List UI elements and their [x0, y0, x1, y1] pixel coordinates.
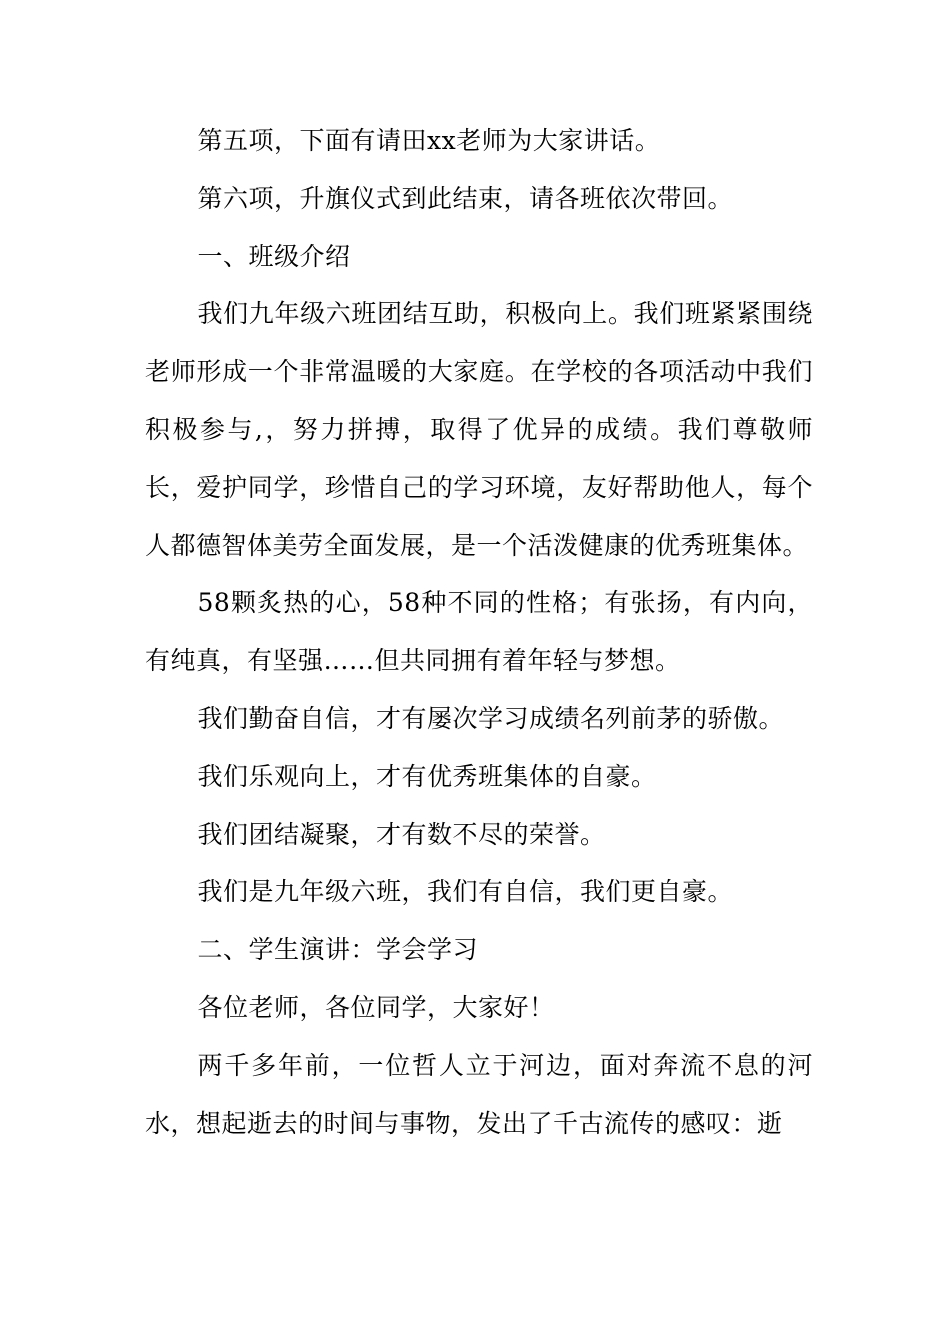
paragraph-item-6: 第六项，升旗仪式到此结束，请各班依次带回。	[197, 183, 734, 213]
paragraph-greeting: 各位老师，各位同学，大家好！	[197, 992, 555, 1022]
document-body	[145, 112, 813, 1152]
paragraph-philosopher: 两千多年前，一位哲人立于河边，面对奔流不息的河水，想起逝去的时间与事物，发出了千古流传的感叹：逝	[145, 1050, 813, 1138]
section-heading-class-intro: 一、班级介绍	[197, 241, 351, 271]
paragraph-united: 我们团结凝聚，才有数不尽的荣誉。	[197, 819, 606, 849]
section-heading-student-speech: 二、学生演讲：学会学习	[197, 935, 479, 965]
paragraph-class-description: 我们九年级六班团结互助，积极向上。我们班紧紧围绕老师形成一个非常温暖的大家庭。在学校的各项活动中我们积极参与,，努力拼搏，取得了优异的成绩。我们尊敬师长，爱护同学，珍惜自己的学习环境，友好帮助他人，每个人都德智体美劳全面发展，是一个活泼健康的优秀班集体。	[145, 299, 813, 560]
paragraph-proud: 我们是九年级六班，我们有自信，我们更自豪。	[197, 877, 734, 907]
paragraph-diligent: 我们勤奋自信，才有屡次学习成绩名列前茅的骄傲。	[197, 703, 785, 733]
paragraph-optimistic: 我们乐观向上，才有优秀班集体的自豪。	[197, 761, 657, 791]
paragraph-58-hearts: 58颗炙热的心，58种不同的性格；有张扬，有内向，有纯真，有坚强……但共同拥有着年轻与梦想。	[145, 588, 813, 676]
paragraph-item-5: 第五项，下面有请田xx老师为大家讲话。	[197, 126, 661, 155]
